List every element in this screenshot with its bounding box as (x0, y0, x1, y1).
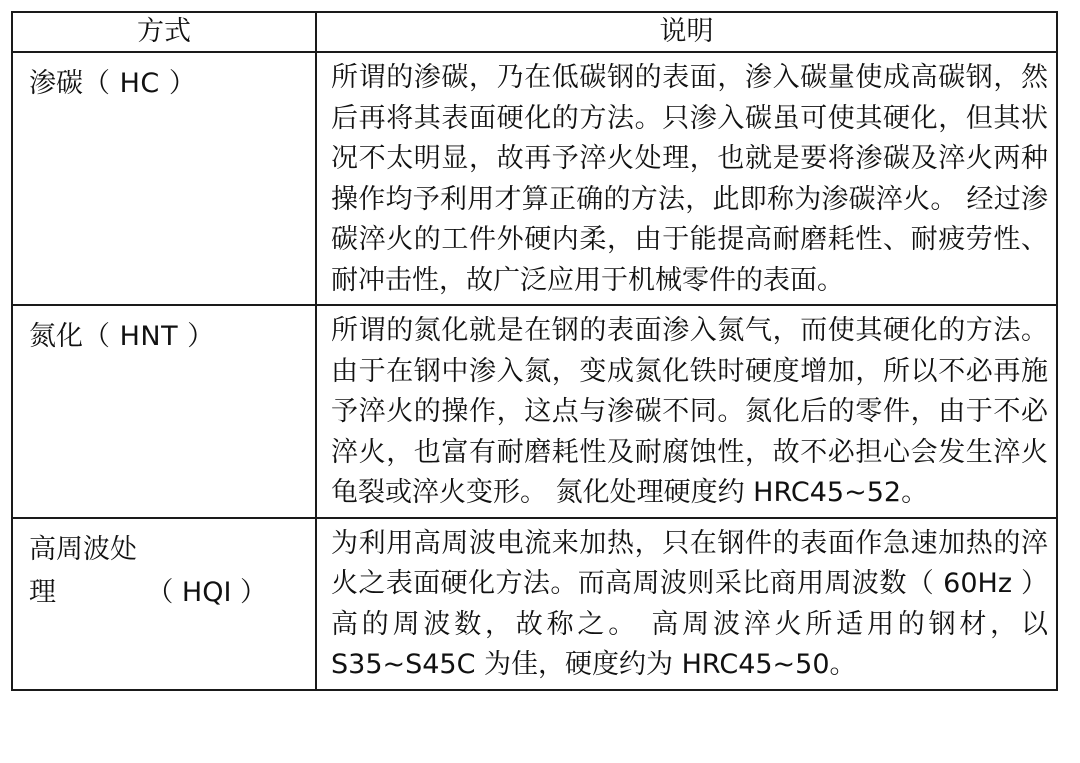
method-cell (12, 52, 316, 305)
heat-treatment-table (11, 11, 1058, 691)
method-code: （ HNT ） (83, 321, 215, 352)
method-name: 氮化 (29, 321, 83, 352)
method-name: 渗碳 (29, 68, 83, 99)
description-cell: 所谓的氮化就是在钢的表面渗入氮气，而使其硬化的方法。由于在钢中渗入氮，变成氮化铁时硬度增加，所以不必再施予淬火的操作，这点与渗碳不同。氮化后的零件，由于不必淬火，也富有耐磨耗性及耐腐蚀性，故不必担心会发生淬火龟裂或淬火变形。 氮化处理硬度约 HRC45~52。 (316, 305, 1057, 518)
description-cell: 所谓的渗碳，乃在低碳钢的表面，渗入碳量使成高碳钢，然后再将其表面硬化的方法。只渗入碳虽可使其硬化，但其状况不太明显，故再予淬火处理，也就是要将渗碳及淬火两种操作均予利用才算正确的方法，此即称为渗碳淬火。 经过渗碳淬火的工件外硬内柔，由于能提高耐磨耗性、耐疲劳性、耐冲击性，故广泛应用于机械零件的表面。 (316, 52, 1057, 305)
header-method: 方式 (12, 12, 316, 52)
method-name-line2: 理 (29, 576, 56, 608)
header-description: 说明 (316, 12, 1057, 52)
description-cell: 为利用高周波电流来加热，只在钢件的表面作急速加热的淬火之表面硬化方法。而高周波则采比商用周波数（ 60Hz ）高的周波数，故称之。 高周波淬火所适用的钢材，以 S35~S45C 为佳，硬度约为 HRC45~50。 (316, 518, 1057, 690)
table-row (12, 52, 1057, 305)
method-code: （ HC ） (83, 68, 197, 99)
method-cell (12, 305, 316, 518)
table-row (12, 518, 1057, 690)
method-cell (12, 518, 316, 690)
method-name-continuation (29, 571, 315, 614)
method-code: （ HQI ） (146, 576, 267, 608)
table-header-row (12, 12, 1057, 52)
table-row (12, 305, 1057, 518)
method-name: 高周波处 (29, 533, 137, 565)
